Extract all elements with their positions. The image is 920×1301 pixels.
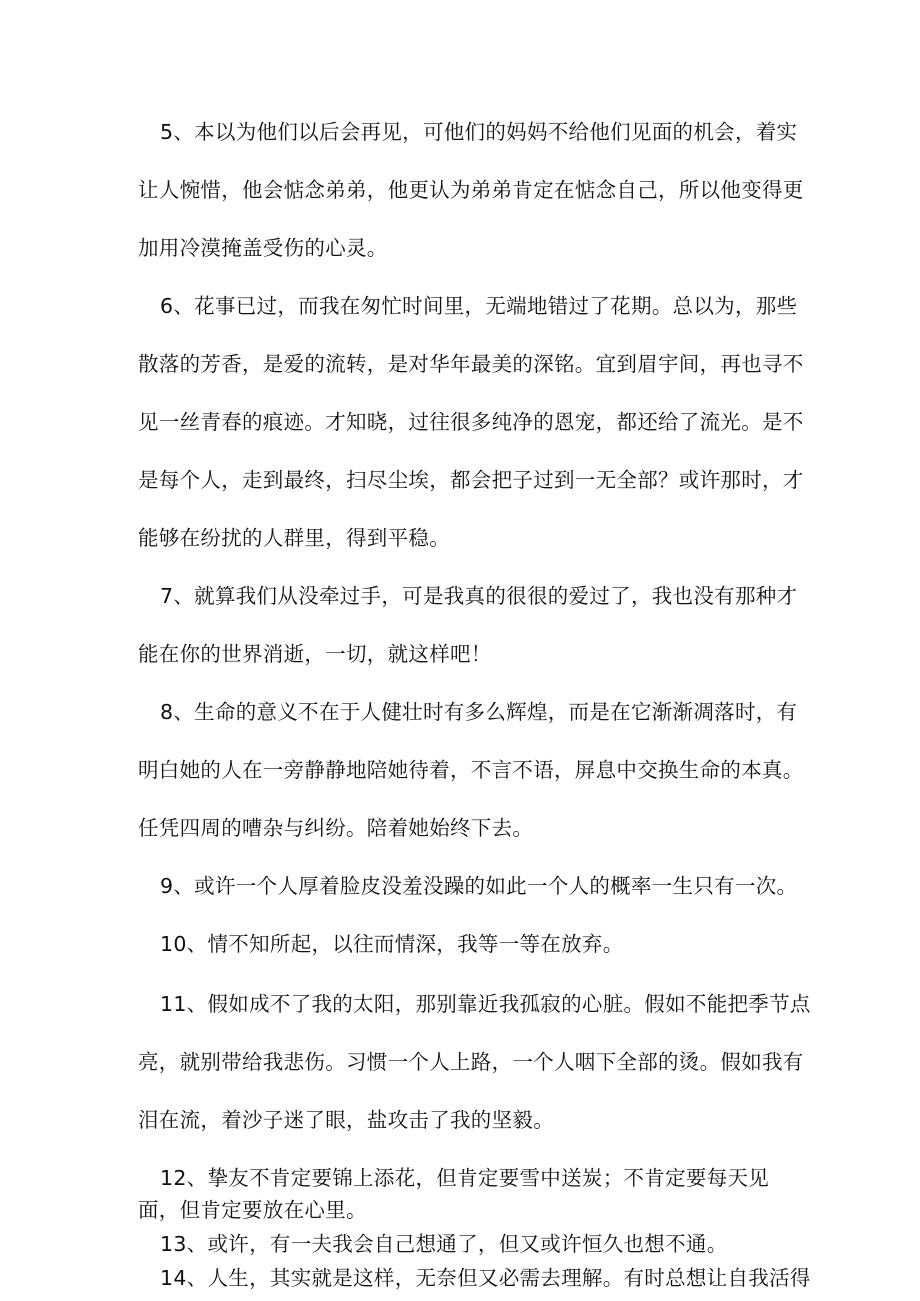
paragraph-6-line-2: 散落的芳香，是爱的流转，是对华年最美的深铭。宜到眉宇间，再也寻不 xyxy=(138,352,804,376)
paragraph-6-line-5: 能够在纷扰的人群里，得到平稳。 xyxy=(138,526,450,550)
paragraph-12-number: 12、 xyxy=(160,1166,208,1190)
paragraph-14-line-1: 14、人生，其实就是这样，无奈但又必需去理解。有时总想让自我活得 xyxy=(160,1266,811,1290)
paragraph-8-line-3: 任凭四周的嘈杂与纠纷。陪着她始终下去。 xyxy=(138,816,534,840)
paragraph-5-number: 5、 xyxy=(160,120,195,144)
paragraph-10-line-1: 10、情不知所起，以往而情深，我等一等在放弃。 xyxy=(160,932,624,956)
paragraph-7-line-2: 能在你的世界消逝，一切，就这样吧！ xyxy=(138,642,492,666)
paragraph-6-line-4: 是每个人，走到最终，扫尽尘埃，都会把子过到一无全部？或许那时，才 xyxy=(138,468,804,492)
paragraph-12-line-1: 12、挚友不肯定要锦上添花，但肯定要雪中送炭；不肯定要每天见 xyxy=(160,1166,770,1190)
paragraph-11-line-2: 亮，就别带给我悲伤。习惯一个人上路，一个人咽下全部的烫。假如我有 xyxy=(138,1050,804,1074)
paragraph-5-line-1: 5、本以为他们以后会再见，可他们的妈妈不给他们见面的机会，着实 xyxy=(160,120,798,144)
paragraph-9-line-1: 9、或许一个人厚着脸皮没羞没躁的如此一个人的概率一生只有一次。 xyxy=(160,874,798,898)
paragraph-8-line-2: 明白她的人在一旁静静地陪她待着，不言不语，屏息中交换生命的本真。 xyxy=(138,758,804,782)
paragraph-14-number: 14、 xyxy=(160,1266,208,1290)
paragraph-11-line-3: 泪在流，着沙子迷了眼，盐攻击了我的坚毅。 xyxy=(138,1108,554,1132)
paragraph-7-line-1: 7、就算我们从没牵过手，可是我真的很很的爱过了，我也没有那种才 xyxy=(160,584,798,608)
paragraph-5-line-3: 加用冷漠掩盖受伤的心灵。 xyxy=(138,236,388,260)
paragraph-11-number: 11、 xyxy=(160,992,208,1016)
paragraph-7-number: 7、 xyxy=(160,584,195,608)
paragraph-5-line-2: 让人惋惜，他会惦念弟弟，他更认为弟弟肯定在惦念自己，所以他变得更 xyxy=(138,178,804,202)
paragraph-11-line-1: 11、假如成不了我的太阳，那别靠近我孤寂的心脏。假如不能把季节点 xyxy=(160,992,811,1016)
paragraph-6-number: 6、 xyxy=(160,294,195,318)
paragraph-9-number: 9、 xyxy=(160,874,195,898)
paragraph-12-line-2: 面，但肯定要放在心里。 xyxy=(138,1198,367,1222)
paragraph-8-line-1: 8、生命的意义不在于人健壮时有多么辉煌，而是在它渐渐凋落时，有 xyxy=(160,700,798,724)
paragraph-13-number: 13、 xyxy=(160,1232,208,1256)
paragraph-8-number: 8、 xyxy=(160,700,195,724)
paragraph-10-number: 10、 xyxy=(160,932,208,956)
paragraph-6-line-3: 见一丝青春的痕迹。才知晓，过往很多纯净的恩宠，都还给了流光。是不 xyxy=(138,410,804,434)
paragraph-6-line-1: 6、花事已过，而我在匆忙时间里，无端地错过了花期。总以为，那些 xyxy=(160,294,798,318)
paragraph-13-line-1: 13、或许，有一夫我会自己想通了，但又或许恒久也想不通。 xyxy=(160,1232,728,1256)
